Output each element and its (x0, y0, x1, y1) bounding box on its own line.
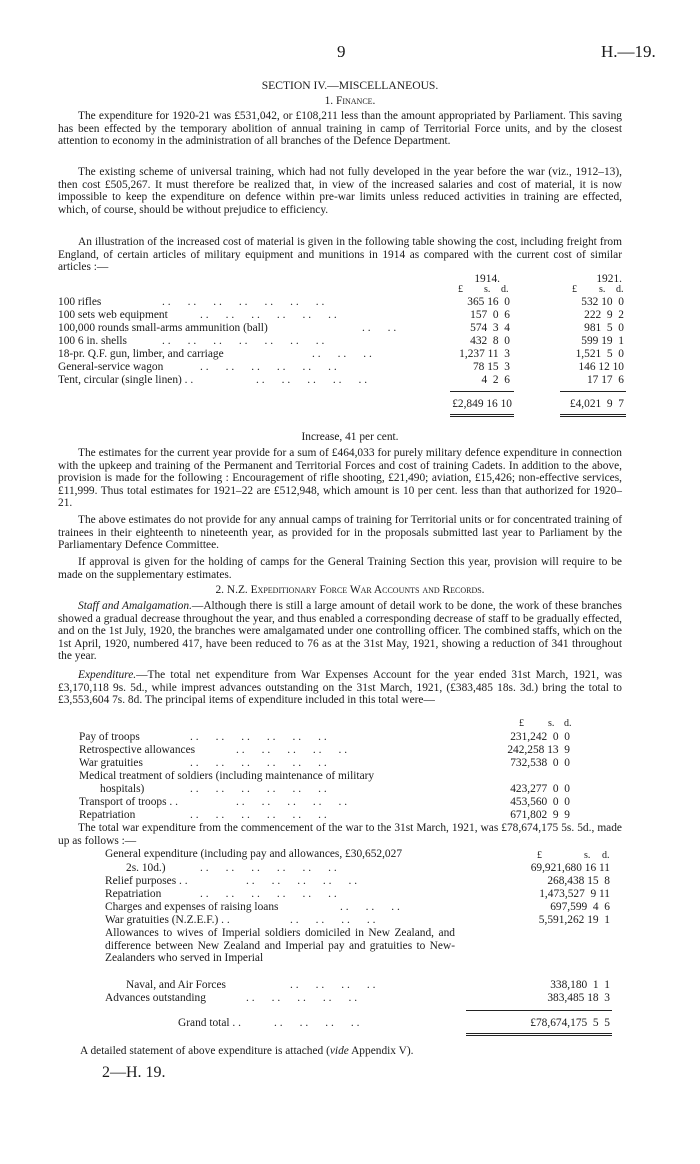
leader-dots: . . . . . . . . . . . . (200, 888, 337, 900)
list-value: 338,180 1 1 (550, 979, 610, 991)
cost-1921: 1,521 5 0 (575, 348, 624, 360)
total-rule (466, 1033, 612, 1034)
finance-paragraph-2: The existing scheme of universal training, which had not fully developed in the year before the war (viz., 1912–13), then cost £505,267. It must therefore be realized that, in view of the increased salaries and cost of material, it is now impossible to keep the expenditure on defence within pre-war limits unless reduced activities in training are effected, which, of course, should be without prejudice to efficiency. (58, 166, 622, 216)
cost-1921: 981 5 0 (584, 322, 624, 334)
cost-1914: 432 8 0 (470, 335, 510, 347)
appendix-text: Appendix V). (348, 1045, 414, 1057)
list-item: War gratuities (N.Z.E.F.) . . (105, 914, 230, 926)
finance-heading: 1. Finance. (324, 95, 376, 107)
pence-header: d. (501, 284, 509, 295)
subtotal-rule (560, 391, 626, 392)
year-1914-header: 1914. (474, 273, 500, 285)
list-value: 268,438 15 8 (547, 875, 610, 887)
staff-text: —Although there is still a large amount of detail work to be done, the work of these branches showed a gradual decrease throughout the year, and thus enabled a corresponding decrease of staff to be gradually effected, and on the 1st July, 1920, the branches were amalgamated under one controlling officer. The combined staffs, which on the 1st April, 1920, numbered 417, have been reduced to 76 as at the 31st May, 1921, showing a reduction of 341 throughout the year. (58, 600, 622, 663)
list-item: Repatriation (105, 888, 162, 900)
subtotal-rule (450, 391, 514, 392)
table-item: 100 rifles (58, 296, 102, 308)
leader-dots: . . . . . . . . . . . . . . (162, 296, 325, 308)
list-item: Medical treatment of soldiers (including maintenance of military (79, 770, 375, 782)
total-rule (450, 416, 514, 417)
shillings-header: s. (599, 284, 606, 295)
list-item: Relief purposes . . (105, 875, 188, 887)
leader-dots: . . . . . . . . . . . . (200, 862, 337, 874)
leader-dots: . . . . . . . . . . . . . . (162, 335, 325, 347)
total-rule (466, 1035, 612, 1036)
list-item (84, 927, 455, 965)
pounds-header: £ (519, 718, 524, 729)
cost-1914: 157 0 6 (470, 309, 510, 321)
pounds-header: £ (537, 850, 542, 861)
list-value: 697,599 4 6 (550, 901, 610, 913)
total-rule (450, 414, 514, 415)
list-item: Advances outstanding (105, 992, 206, 1004)
cost-1914: 78 15 3 (472, 361, 510, 373)
list-value: 231,242 0 0 (510, 731, 570, 743)
leader-dots: . . . . . . . . . . . . (190, 731, 327, 743)
leader-dots: . . . . . . . . . . . . (190, 809, 327, 821)
leader-dots: . . . . (362, 322, 397, 334)
increase-note: Increase, 41 per cent. (301, 431, 399, 443)
leader-dots: . . . . . . (312, 348, 372, 360)
cost-1914: 365 16 0 (467, 296, 510, 308)
list-value: 383,485 18 3 (547, 992, 610, 1004)
pence-header: d. (616, 284, 624, 295)
leader-dots: . . . . . . . . . . . . (190, 757, 327, 769)
list-value: 671,802 9 9 (510, 809, 570, 821)
table-item: 100 6 in. shells (58, 335, 127, 347)
shillings-header: s. (484, 284, 491, 295)
leader-dots: . . . . . . . . (290, 979, 376, 991)
list-value: 423,277 0 0 (510, 783, 570, 795)
cost-1921: 599 19 1 (581, 335, 624, 347)
year-1921-header: 1921. (596, 273, 622, 285)
pounds-header: £ (458, 284, 463, 295)
total-1921: £4,021 9 7 (569, 398, 624, 410)
pence-header: d. (602, 850, 610, 861)
list-item: War gratuities (79, 757, 143, 769)
list-item-text: Allowances to wives of Imperial soldiers domiciled in New Zealand, and difference between New Zealand and Imperial pay and gratuities to New-Zealanders who served in Imperial (105, 927, 455, 965)
list-item-continued: Naval, and Air Forces (126, 979, 226, 991)
finance-paragraph-1: The expenditure for 1920-21 was £531,042, or £108,211 less than the amount appropriated by Parliament. This saving has been effected by the temporary abolition of annual training in camp of Territorial Force units, and by the closest attention to economy in the administration of all branches of the Defence Department. (58, 110, 622, 148)
list-item-continued: hospitals) (100, 783, 145, 795)
leader-dots: . . . . . . . . (274, 1017, 360, 1029)
leader-dots: . . . . . . . . . . (236, 744, 348, 756)
subtotal-rule (466, 1010, 612, 1011)
total-1914: £2,849 16 10 (452, 398, 512, 410)
list-value: 1,473,527 9 11 (539, 888, 610, 900)
expenditure-text: —The total net expenditure from War Expenses Account for the year ended 31st March, 1921, was £3,170,118 9s. 5d., while imprest advances outstanding on the 31st March, 1921, (£383,485 18s. 3d.) bring the total to £3,553,604 7s. 8d. The principal items of expenditure included in this total were— (58, 669, 622, 707)
page-number: 9 (337, 42, 346, 61)
total-war-paragraph: The total war expenditure from the commencement of the war to the 31st March, 1921, was £78,674,175 5s. 5d., made up as follows :— (58, 822, 622, 847)
leader-dots: . . . . . . . . . . . . (190, 783, 327, 795)
cost-1921: 222 9 2 (584, 309, 624, 321)
list-item: Transport of troops . . (79, 796, 178, 808)
pence-header: d. (564, 718, 572, 729)
pounds-header: £ (572, 284, 577, 295)
list-item: General expenditure (including pay and allowances, £30,652,027 (105, 848, 403, 860)
finance-paragraph-6: If approval is given for the holding of camps for the General Training Section this year, provision will require to be made on the supplementary estimates. (58, 556, 622, 581)
expenditure-paragraph (58, 669, 622, 707)
staff-paragraph (58, 600, 622, 663)
list-item: Charges and expenses of raising loans (105, 901, 279, 913)
table-item: 18-pr. Q.F. gun, limber, and carriage (58, 348, 224, 360)
list-value: 732,538 0 0 (510, 757, 570, 769)
section-title: SECTION IV.—MISCELLANEOUS. (261, 79, 439, 92)
shillings-header: s. (584, 850, 591, 861)
finance-paragraph-3: An illustration of the increased cost of material is given in the following table showing the cost, including freight from England, of certain articles of military equipment and munitions in 1914 as compared with the current cost of similar articles :— (58, 236, 622, 274)
cost-1914: 574 3 4 (470, 322, 510, 334)
table-item: 100,000 rounds small-arms ammunition (ball) (58, 322, 268, 334)
leader-dots: . . . . . . (340, 901, 400, 913)
list-value: 69,921,680 16 11 (530, 862, 610, 874)
nzef-heading: 2. N.Z. Expeditionary Force War Accounts and Records. (215, 584, 485, 596)
finance-paragraph-5: The above estimates do not provide for any annual camps of training for Territorial units or for concentrated training of trainees in their eighteenth to nineteenth year, as provided for in the proposals submitted last year to Parliament by the Parliamentary Defence Committee. (58, 514, 622, 552)
total-rule (560, 416, 626, 417)
total-rule (560, 414, 626, 415)
leader-dots: . . . . . . . . . . . . (200, 309, 337, 321)
list-item: Repatriation (79, 809, 136, 821)
list-item: Retrospective allowances (79, 744, 196, 756)
cost-1914: 4 2 6 (481, 374, 510, 386)
cost-1914: 1,237 11 3 (459, 348, 510, 360)
leader-dots: . . . . . . . . . . (246, 875, 358, 887)
list-value: 242,258 13 9 (507, 744, 570, 756)
list-item-continued: 2s. 10d.) (126, 862, 166, 874)
appendix-vide: vide (329, 1045, 349, 1057)
finance-paragraph-4: The estimates for the current year provide for a sum of £464,033 for purely military defence expenditure in connection with the upkeep and training of the Permanent and Territorial Forces and cost of training Cadets. In addition to the above, provision is made for the following : Encouragement of rifle shooting, £21,490; aviation, £15,426; non-effective services, £11,999. Thus total estimates for 1921–22 are £512,948, which amount is 10 per cent. less than that authorized for 1920–21. (58, 447, 622, 510)
document-code: H.—19. (601, 42, 656, 61)
cost-1921: 146 12 10 (578, 361, 624, 373)
grand-total-value: £78,674,175 5 5 (530, 1017, 610, 1029)
list-value: 5,591,262 19 1 (538, 914, 610, 926)
leader-dots: . . . . . . . . . . (256, 374, 368, 386)
table-item: General-service wagon (58, 361, 164, 373)
appendix-note (80, 1045, 414, 1058)
cost-1921: 17 17 6 (586, 374, 624, 386)
table-item: Tent, circular (single linen) . . (58, 374, 194, 386)
list-value: 453,560 0 0 (510, 796, 570, 808)
expenditure-label: Expenditure. (78, 669, 137, 681)
table-item: 100 sets web equipment (58, 309, 168, 321)
staff-label: Staff and Amalgamation. (78, 600, 192, 612)
shillings-header: s. (548, 718, 555, 729)
leader-dots: . . . . . . . . . . . . (200, 361, 337, 373)
appendix-text: A detailed statement of above expenditure is attached ( (80, 1045, 330, 1057)
cost-1921: 532 10 0 (581, 296, 624, 308)
leader-dots: . . . . . . . . (290, 914, 376, 926)
leader-dots: . . . . . . . . . . (236, 796, 348, 808)
list-item: Pay of troops (79, 731, 140, 743)
grand-total-label: Grand total . . (178, 1017, 241, 1029)
footer-signature: 2—H. 19. (102, 1064, 166, 1081)
leader-dots: . . . . . . . . . . (246, 992, 358, 1004)
